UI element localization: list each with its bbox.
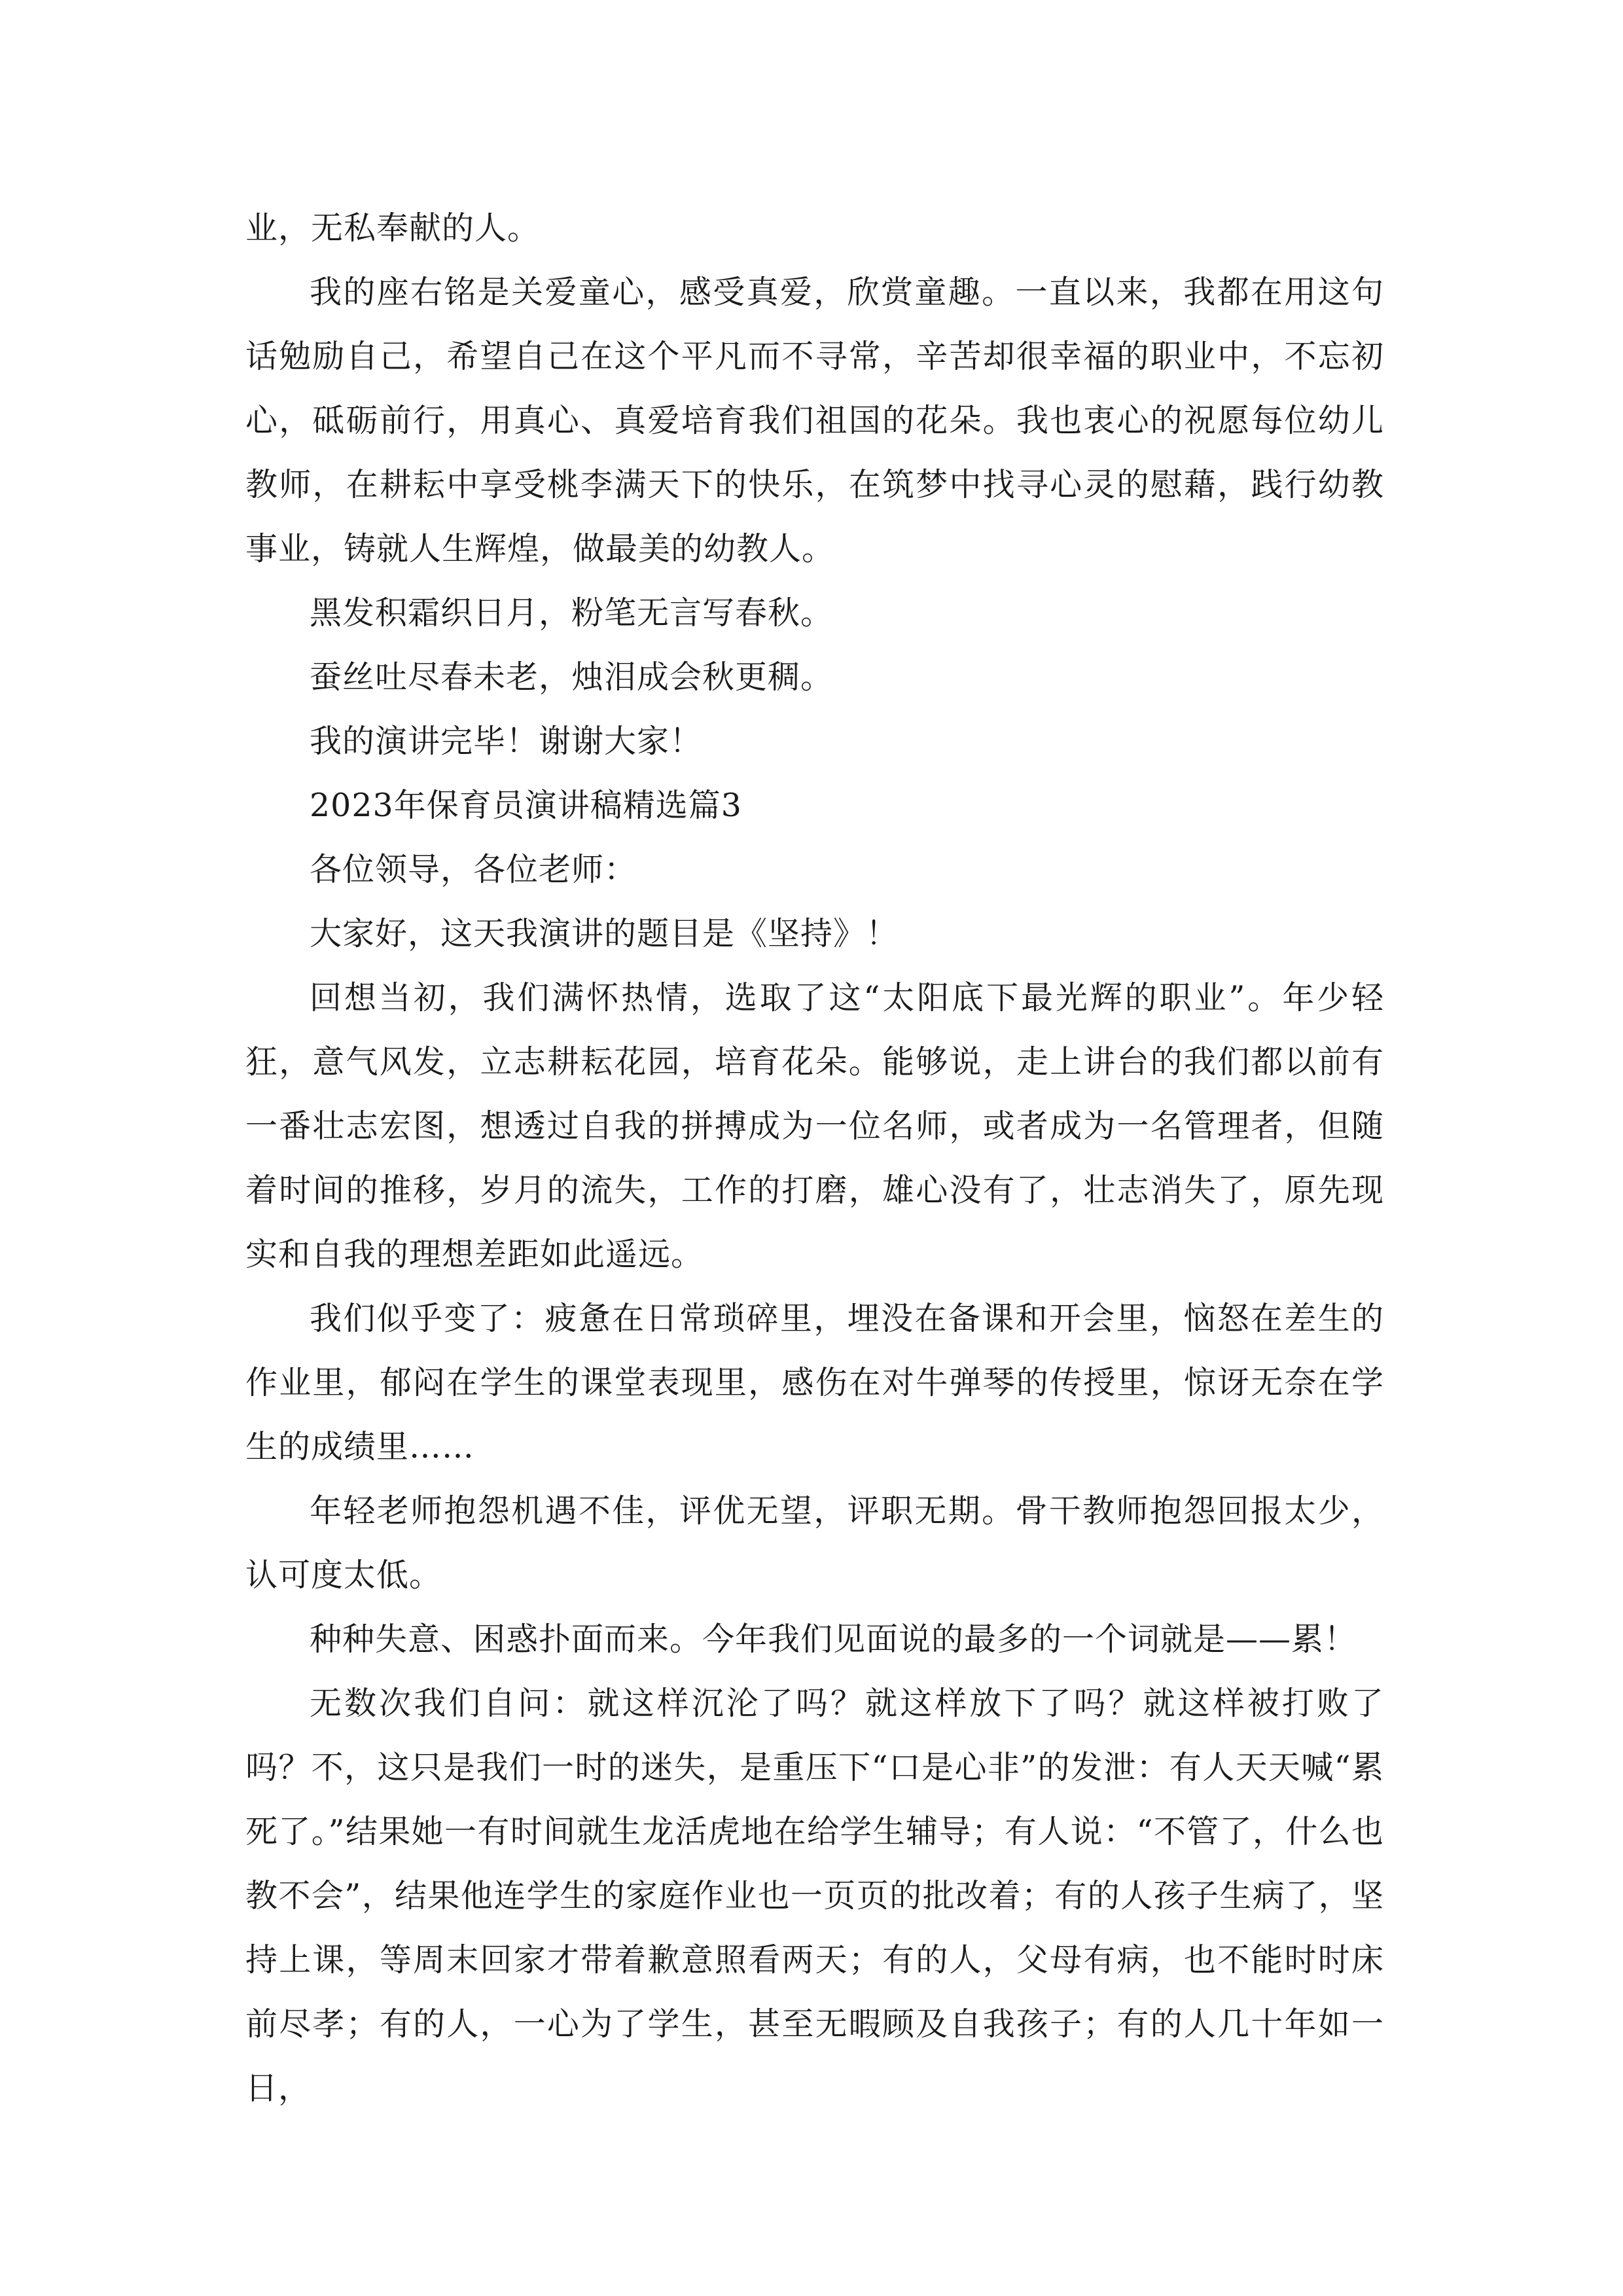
paragraph-continuation: 业，无私奉献的人。 bbox=[245, 209, 541, 247]
paragraph-closing: 我的演讲完毕！谢谢大家！ bbox=[310, 723, 703, 760]
paragraph-changes: 我们似乎变了：疲惫在日常琐碎里，埋没在备课和开会里，恼怒在差生的作业里，郁闷在学生的课堂表现里，感伤在对牛弹琴的传授里，惊讶无奈在学生的成绩里…… bbox=[245, 1300, 1384, 1465]
section-heading: 2023年保育员演讲稿精选篇3 bbox=[310, 787, 742, 824]
paragraph-self-question: 无数次我们自问：就这样沉沦了吗？就这样放下了吗？就这样被打败了吗？不，这只是我们一时的迷失，是重压下“口是心非”的发泄：有人天天喊“累死了。”结果她一有时间就生龙活虎地在给学生辅导；有人说：“不管了，什么也教不会”，结果他连学生的家庭作业也一页页的批改着；有的人孩子生病了，坚持上课，等周末回家才带着歉意照看两天；有的人，父母有病，也不能时时床前尽孝；有的人，一心为了学生，甚至无暇顾及自我孩子；有的人几十年如一日， bbox=[245, 1685, 1384, 2107]
paragraph-motto: 我的座右铭是关爱童心，感受真爱，欣赏童趣。一直以来，我都在用这句话勉励自己，希望自己在这个平凡而不寻常，辛苦却很幸福的职业中，不忘初心，砥砺前行，用真心、真爱培育我们祖国的花朵。我也衷心的祝愿每位幼儿教师，在耕耘中享受桃李满天下的快乐，在筑梦中找寻心灵的慰藉，践行幼教事业，铸就人生辉煌，做最美的幼教人。 bbox=[245, 274, 1384, 567]
paragraph-recall: 回想当初，我们满怀热情，选取了这“太阳底下最光辉的职业”。年少轻狂，意气风发，立志耕耘花园，培育花朵。能够说，走上讲台的我们都以前有一番壮志宏图，想透过自我的拼搏成为一位名师，或者成为一名管理者，但随着时间的推移，岁月的流失，工作的打磨，雄心没有了，壮志消失了，原先现实和自我的理想差距如此遥远。 bbox=[245, 979, 1384, 1273]
paragraph-tired: 种种失意、困惑扑面而来。今年我们见面说的最多的一个词就是——累！ bbox=[310, 1621, 1357, 1658]
paragraph-complaints: 年轻老师抱怨机遇不佳，评优无望，评职无期。骨干教师抱怨回报太少，认可度太低。 bbox=[245, 1492, 1384, 1594]
paragraph-verse-1: 黑发积霜织日月，粉笔无言写春秋。 bbox=[310, 594, 834, 632]
paragraph-verse-2: 蚕丝吐尽春未老，烛泪成会秋更稠。 bbox=[310, 658, 834, 696]
document-body bbox=[245, 196, 1384, 2121]
paragraph-greeting: 大家好，这天我演讲的题目是《坚持》！ bbox=[310, 915, 899, 952]
paragraph-salutation: 各位领导，各位老师： bbox=[310, 851, 637, 888]
